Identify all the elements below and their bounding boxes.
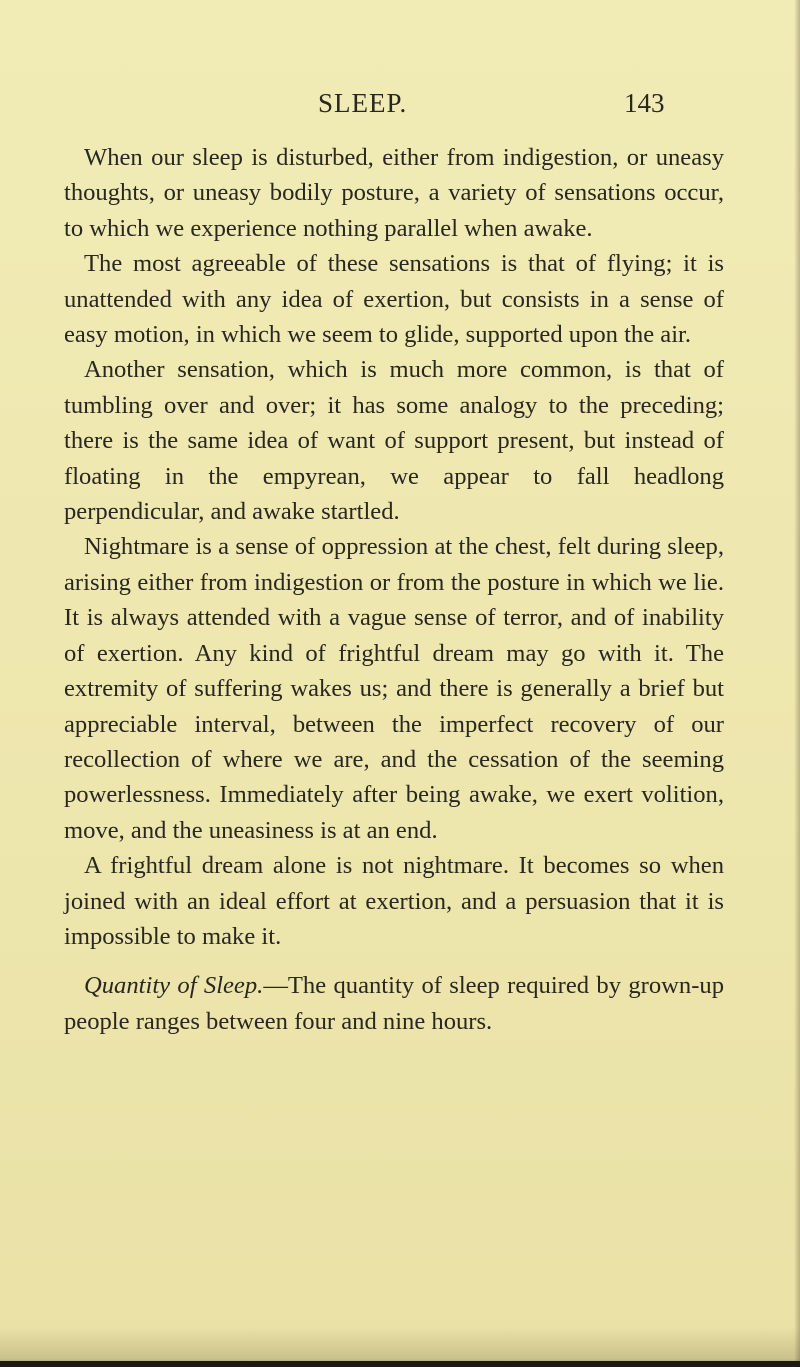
section-body: —The quantity of sleep required by grown-up people ranges between four and nine hours. [64, 972, 725, 1035]
bottom-border [0, 1361, 800, 1367]
paragraph: Another sensation, which is much more common, is that of tumbling over and over; it has some analogy to the preceding; there is the same idea of want of support present, but instead of floating in the empyrean, we appear to fall headlong perpendicular, and awake startled. [64, 356, 724, 526]
paragraph: A frightful dream alone is not nightmare. It becomes so when joined with an ideal effort at exertion, and a persuasion that it is impossible to make it. [64, 852, 724, 950]
page-number: 143 [624, 88, 665, 118]
paragraph: When our sleep is disturbed, either from indigestion, or uneasy thoughts, or uneasy bodily posture, a variety of sensations occur, to which we experience nothing parallel when awake. [64, 144, 724, 242]
section-paragraph [64, 968, 724, 1039]
page-edge-shadow [794, 0, 800, 1367]
section-heading: Quantity of Sleep. [84, 972, 264, 1000]
paragraph: Nightmare is a sense of oppression at the chest, felt during sleep, arising either from indigestion or from the posture in which we lie. It is always attended with a vague sense of terror, and of inability of exertion. Any kind of frightful dream may go with it. The extremity of suffering wakes us; and there is generally a brief but appreciable interval, between the imperfect recovery of our recollection of where we are, and the cessation of the seeming powerlessness. Immediately after being awake, we exert volition, move, and the uneasiness is at an end. [64, 533, 724, 844]
body-text [64, 140, 724, 1039]
running-head [0, 88, 800, 128]
paragraph: The most agreeable of these sensations is that of flying; it is unattended with any idea of exertion, but consists in a sense of easy motion, in which we seem to glide, supported upon the air. [64, 250, 724, 349]
running-title: SLEEP. [318, 88, 408, 118]
